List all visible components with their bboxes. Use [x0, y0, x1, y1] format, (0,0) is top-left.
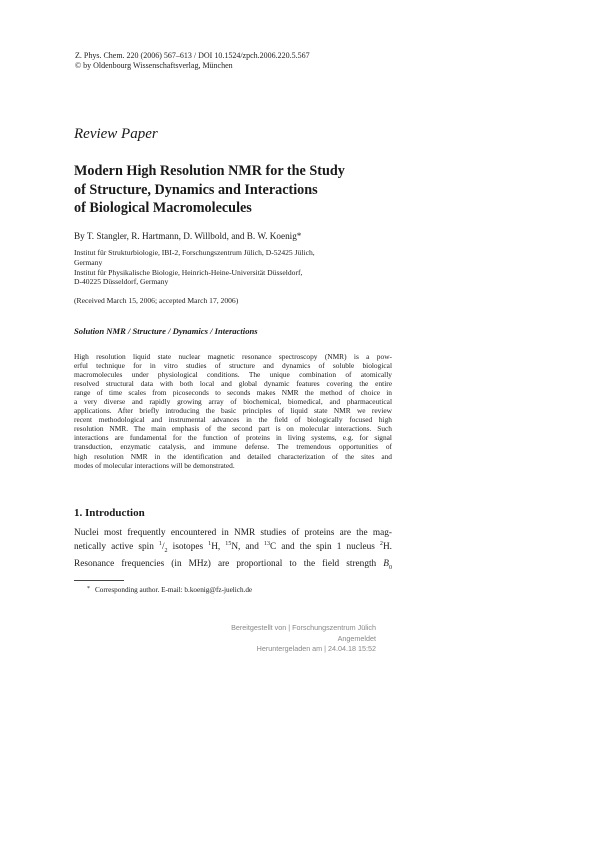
footnote-text: Corresponding author. E-mail: b.koenig@fz-juelich.de [95, 586, 253, 594]
title-line-1: Modern High Resolution NMR for the Study [74, 163, 345, 179]
isotope-mass: 2 [379, 540, 383, 547]
body-fragment: H, [211, 541, 226, 552]
abstract-line: interactions are fundamental for the function of proteins in living systems, e.g. for signal [74, 433, 392, 443]
review-type: Review Paper [74, 126, 158, 142]
download-line: Heruntergeladen am | 24.04.18 15:52 [256, 644, 376, 654]
affiliation-line: Germany [74, 257, 103, 267]
abstract-line: macromolecules under physiological conditions. The unique combination of atomically [74, 370, 392, 380]
abstract-line: modes of molecular interactions will be demonstrated. [74, 460, 235, 470]
isotope-mass: 15 [225, 540, 232, 547]
body-line [74, 541, 392, 559]
journal-line-2: © by Oldenbourg Wissenschaftsverlag, München [75, 61, 233, 70]
section-heading: 1. Introduction [74, 507, 145, 519]
fraction-slash: / [161, 541, 165, 552]
affiliation-line: D-40225 Düsseldorf, Germany [74, 277, 169, 287]
body-fragment: isotopes [167, 541, 209, 552]
body-fragment: N, and [231, 541, 264, 552]
abstract-line: high resolution NMR in the identification and detailed characterization of the sites and [74, 451, 392, 461]
download-line: Bereitgestellt von | Forschungszentrum Jülich [231, 623, 376, 632]
footnote [87, 586, 252, 594]
isotope-mass: 1 [208, 540, 212, 547]
download-stamp [206, 623, 376, 655]
title-line-2: of Structure, Dynamics and Interactions [74, 181, 318, 198]
affiliation-line: Institut für Physikalische Biologie, Heinrich-Heine-Universität Düsseldorf, [74, 267, 303, 277]
title-line-3: of Biological Macromolecules [74, 200, 252, 216]
body-line: Nuclei most frequently encountered in NMR studies of proteins are the mag- [74, 528, 392, 538]
symbol-subscript: 0 [388, 565, 392, 572]
footnote-rule [74, 580, 124, 581]
fraction-denominator: 2 [164, 547, 168, 554]
abstract [74, 352, 392, 470]
body-fragment: netically active spin [74, 541, 159, 552]
body-fragment: H. [382, 541, 392, 552]
authors: By T. Stangler, R. Hartmann, D. Willbold, and B. W. Koenig* [74, 231, 302, 241]
received-date: (Received March 15, 2006; accepted March 17, 2006) [74, 296, 239, 305]
abstract-line: applications. After briefly introducing the basic principles of liquid state NMR we review [74, 406, 392, 416]
abstract-line: resolved structural data with both local and global dynamic features covering the entire [74, 379, 392, 389]
abstract-line: High resolution liquid state nuclear magnetic resonance spectroscopy (NMR) is a pow- [74, 352, 392, 361]
abstract-line: a very diverse and rapidly growing array of biochemical, biomedical, and pharmaceutical [74, 397, 392, 407]
body-fragment: C and the spin 1 nucleus [269, 541, 380, 552]
download-line: Angemeldet [337, 633, 376, 643]
keywords: Solution NMR / Structure / Dynamics / Interactions [74, 326, 258, 336]
journal-citation [75, 51, 310, 71]
fraction-numerator: 1 [158, 540, 162, 547]
abstract-line: transduction, enzymatic catalysis, and immune defense. The tremendous opportunities of [74, 442, 392, 452]
affiliation-line: Institut für Strukturbiologie, IBI-2, Forschungszentrum Jülich, D-52425 Jülich, [74, 248, 315, 257]
paper-title [74, 162, 404, 218]
footnote-mark: * [87, 586, 90, 592]
journal-line-1: Z. Phys. Chem. 220 (2006) 567–613 / DOI 10.1524/zpch.2006.220.5.567 [75, 51, 310, 60]
symbol-b: B [383, 559, 389, 570]
body-text [74, 527, 392, 576]
affiliations [74, 248, 394, 287]
isotope-mass: 13 [263, 540, 270, 547]
abstract-line: range of time scales from picoseconds to seconds makes NMR the method of choice in [74, 388, 392, 398]
body-fragment: Resonance frequencies (in MHz) are proportional to the field strength [74, 559, 384, 570]
abstract-line: erful technique for in vitro studies of structure and dynamics of soluble biological [74, 361, 392, 371]
body-line [74, 558, 392, 576]
abstract-line: recent methodological and instrumental advances in the field of biologically focused high [74, 415, 392, 425]
abstract-line: resolution NMR. The main emphasis of the second part is on molecular interactions. Such [74, 424, 392, 434]
